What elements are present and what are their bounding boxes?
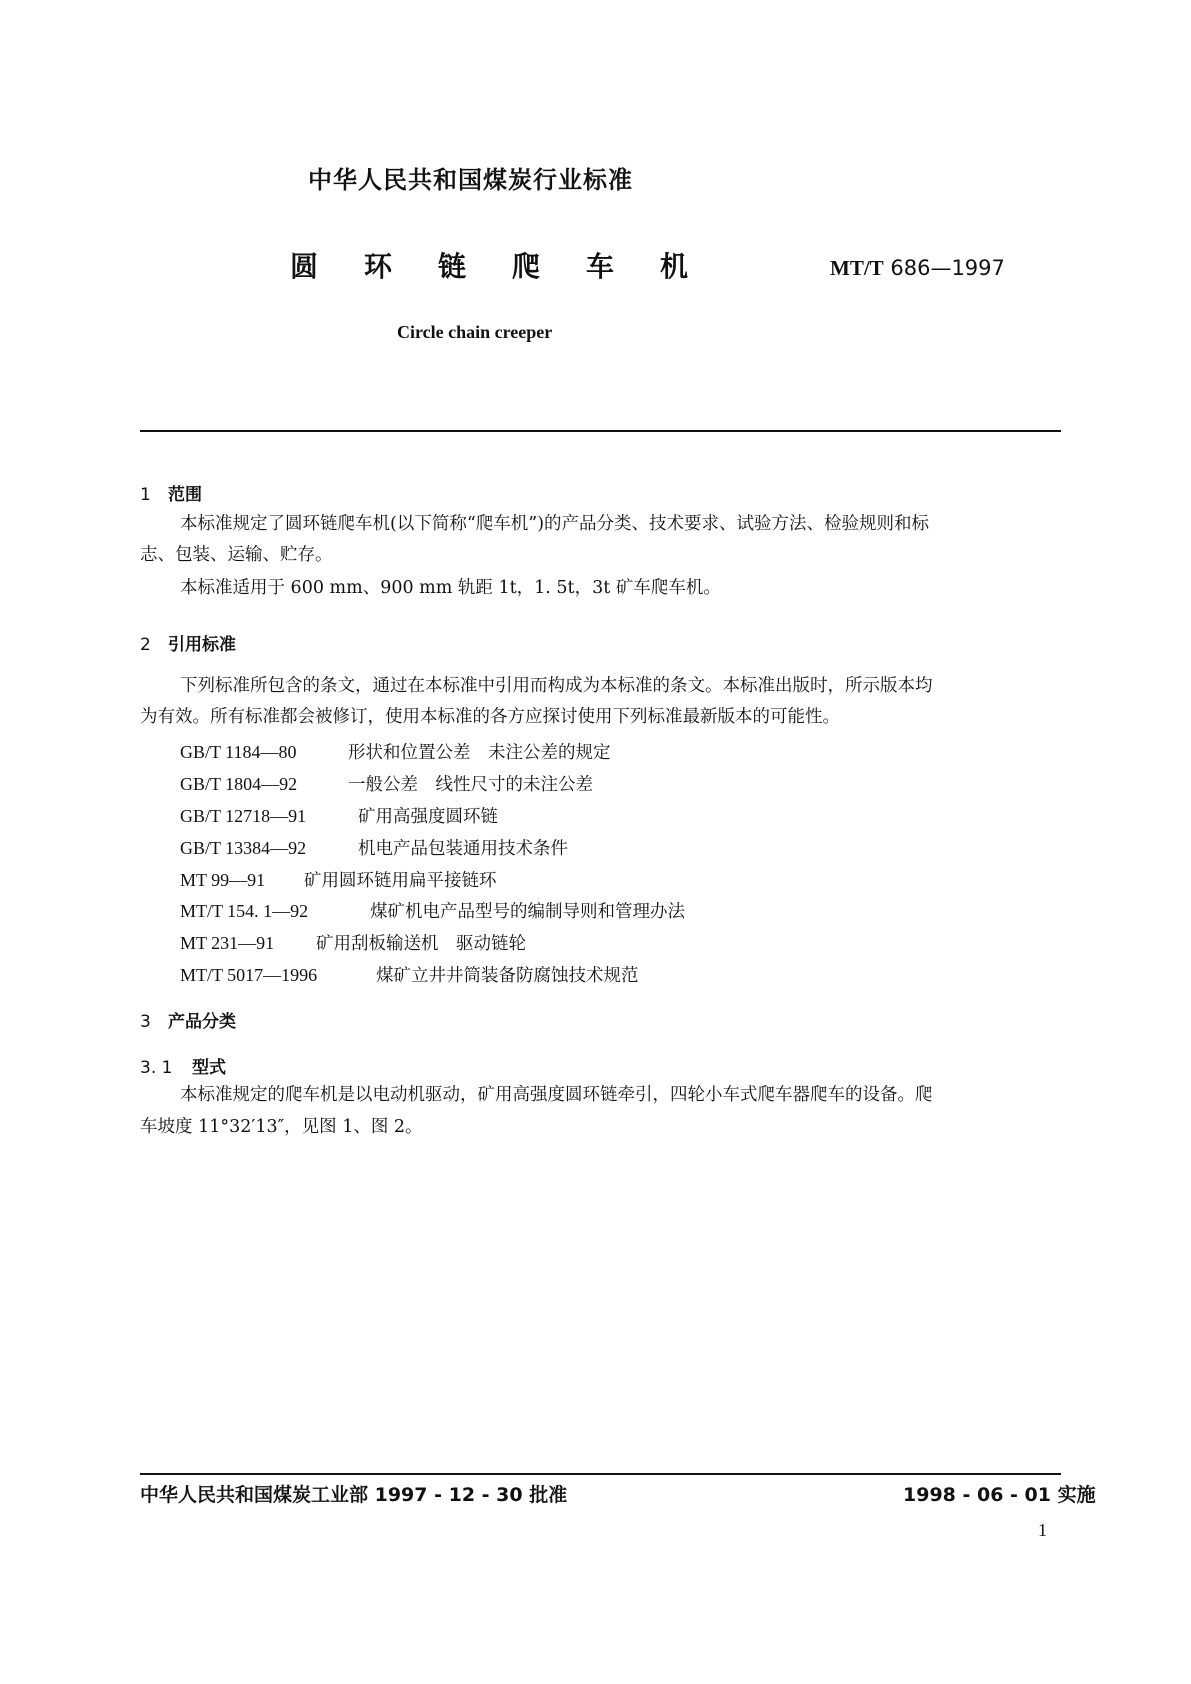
reference-title: 一般公差 线性尺寸的未注公差	[348, 775, 593, 795]
section-1-number: 1	[140, 485, 151, 505]
section-3-title: 产品分类	[168, 1012, 236, 1032]
section-3-para-line-1: 本标准规定的爬车机是以电动机驱动，矿用高强度圆环链牵引，四轮小车式爬车器爬车的设备。爬	[180, 1085, 933, 1105]
reference-item	[180, 739, 611, 764]
section-2-number: 2	[140, 635, 151, 655]
section-3-para-line-2: 车坡度 11°32′13″，见图 1、图 2。	[140, 1117, 423, 1137]
section-1-heading	[140, 480, 202, 505]
english-title: Circle chain creeper	[397, 322, 553, 342]
section-3-heading	[140, 1007, 236, 1032]
reference-code: MT/T 154. 1—92	[180, 901, 309, 921]
subsection-3-1-heading	[140, 1053, 226, 1078]
subsection-3-1-title: 型式	[192, 1058, 226, 1078]
reference-item	[180, 930, 526, 955]
footer-rule	[140, 1473, 1061, 1475]
reference-title: 形状和位置公差 未注公差的规定	[348, 743, 611, 763]
reference-code: GB/T 12718—91	[180, 806, 307, 826]
header-rule	[140, 430, 1061, 432]
reference-title: 机电产品包装通用技术条件	[358, 839, 568, 859]
reference-code: MT 99—91	[180, 870, 266, 890]
section-1-para-1-line-1: 本标准规定了圆环链爬车机(以下简称“爬车机”)的产品分类、技术要求、试验方法、检验规则和标	[180, 514, 930, 534]
section-1-para-1-line-2: 志、包装、运输、贮存。	[140, 545, 333, 565]
approval-line: 中华人民共和国煤炭工业部 1997 - 12 - 30 批准	[140, 1484, 568, 1506]
section-3-number: 3	[140, 1012, 151, 1032]
reference-item	[180, 835, 568, 860]
reference-code: GB/T 13384—92	[180, 838, 307, 858]
subsection-3-1-number: 3. 1	[140, 1058, 173, 1078]
reference-item	[180, 771, 593, 796]
section-1-para-2: 本标准适用于 600 mm、900 mm 轨距 1t，1. 5t，3t 矿车爬车机。	[180, 578, 721, 598]
page-number: 1	[1038, 1520, 1047, 1540]
reference-item	[180, 803, 498, 828]
section-2-para-line-2: 为有效。所有标准都会被修订，使用本标准的各方应探讨使用下列标准最新版本的可能性。	[140, 707, 840, 727]
standard-code-number: 686—1997	[890, 256, 1005, 280]
reference-item	[180, 898, 685, 923]
section-1-title: 范围	[168, 485, 202, 505]
reference-code: GB/T 1184—80	[180, 742, 297, 762]
reference-title: 矿用高强度圆环链	[358, 807, 498, 827]
reference-item	[180, 867, 497, 892]
reference-code: GB/T 1804—92	[180, 774, 298, 794]
standard-code	[830, 256, 1005, 281]
reference-item	[180, 962, 639, 987]
document-title: 圆环链爬车机	[290, 250, 735, 283]
effective-date: 1998 - 06 - 01 实施	[903, 1484, 1096, 1506]
reference-title: 煤矿机电产品型号的编制导则和管理办法	[370, 902, 685, 922]
issuing-organization: 中华人民共和国煤炭行业标准	[308, 166, 633, 194]
section-2-title: 引用标准	[168, 635, 236, 655]
section-2-para-line-1: 下列标准所包含的条文，通过在本标准中引用而构成为本标准的条文。本标准出版时，所示版本均	[180, 676, 933, 696]
section-2-heading	[140, 630, 236, 655]
reference-code: MT 231—91	[180, 933, 275, 953]
reference-title: 矿用圆环链用扁平接链环	[304, 871, 497, 891]
reference-code: MT/T 5017—1996	[180, 965, 318, 985]
reference-title: 煤矿立井井筒装备防腐蚀技术规范	[376, 966, 639, 986]
standard-code-prefix: MT/T	[830, 256, 884, 280]
reference-title: 矿用刮板输送机 驱动链轮	[316, 934, 526, 954]
